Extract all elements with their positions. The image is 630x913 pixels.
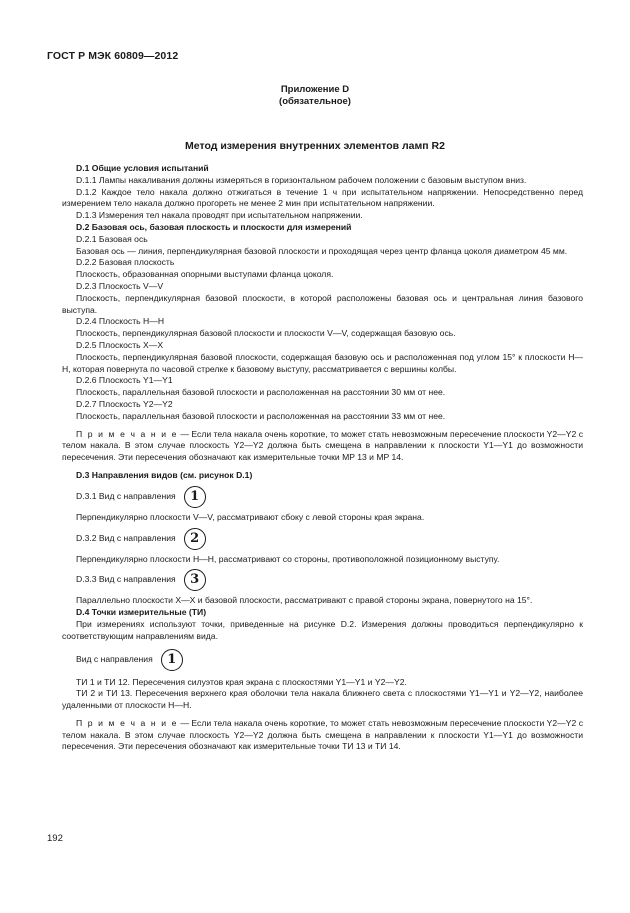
page-number: 192 xyxy=(47,833,63,844)
subsection-d2-4-text: Плоскость, перпендикулярная базовой плоскости и плоскости V—V, содержащая базовую ось. xyxy=(76,328,456,339)
note-text: — Если тела накала очень короткие, то может стать невозможным пересечение плоскости Y2—Y2 с телом накала. В этом случае плоскость Y2—Y2 должна быть смещена в направлении к плоскости Y1—Y1 до возможности пересечения. Эти пересечения обозначают как измерительные точки ТИ 13 и ТИ 14. xyxy=(62,717,583,752)
circled-number-2: 2 xyxy=(184,528,206,550)
view-direction-2-text: Перпендикулярно плоскости H—H, рассматривают со стороны, противоположной позиционному выступу. xyxy=(76,553,500,564)
note-label: П р и м е ч а н и е xyxy=(76,717,179,728)
document-body xyxy=(62,163,583,753)
appendix-title: Приложение D xyxy=(280,84,350,95)
subsection-d2-5-heading: D.2.5 Плоскость X—X xyxy=(76,339,164,350)
subsection-d2-7-heading: D.2.7 Плоскость Y2—Y2 xyxy=(76,398,173,409)
circled-number-1: 1 xyxy=(161,649,183,671)
view-direction-label: D.3.2 Вид с направления xyxy=(76,532,176,543)
paragraph-d4-1: При измерениях используют точки, приведенные на рисунке D.2. Измерения должны проводиться перпендикулярно к соответствующим направлениям вида. xyxy=(62,618,583,641)
measurement-point-2-13: ТИ 2 и ТИ 13. Пересечения верхнего края оболочки тела накала ближнего света с плоскостями Y1—Y1 и Y2—Y2, наиболее удаленными от плоскости H—H. xyxy=(62,688,583,711)
view-direction-2-row xyxy=(62,524,583,554)
note-d4 xyxy=(62,718,583,753)
view-direction-label: D.3.1 Вид с направления xyxy=(76,490,176,501)
subsection-d2-4-heading: D.2.4 Плоскость H—H xyxy=(76,316,165,327)
note-text: — Если тела накала очень короткие, то может стать невозможным пересечение плоскости Y2—Y2 с телом накала. В этом случае плоскость Y2—Y2 должна быть смещена в направлении к плоскости Y1—Y1 до возможности пересечения. Эти пересечения обозначают как измерительные точки MP 13 и MP 14. xyxy=(62,428,583,463)
section-d4-heading: D.4 Точки измерительные (ТИ) xyxy=(76,607,207,618)
subsection-d2-3-heading: D.2.3 Плоскость V—V xyxy=(76,280,164,291)
subsection-d2-6-heading: D.2.6 Плоскость Y1—Y1 xyxy=(76,375,173,386)
view-direction-row xyxy=(62,643,583,677)
paragraph-d1-1: D.1.1 Лампы накаливания должны измеряться в горизонтальном рабочем положении с базовым выступом вниз. xyxy=(76,174,527,185)
view-direction-3-text: Параллельно плоскости X—X и базовой плоскости, рассматривают с правой стороны экрана, повернутого на 15°. xyxy=(76,595,533,606)
view-direction-label: D.3.3 Вид с направления xyxy=(76,574,176,585)
section-d3-heading: D.3 Направления видов (см. рисунок D.1) xyxy=(76,469,253,480)
note-label: П р и м е ч а н и е xyxy=(76,428,179,439)
subsection-d2-2-heading: D.2.2 Базовая плоскость xyxy=(76,257,175,268)
circled-number-3: 3 xyxy=(184,569,206,591)
appendix-subtitle: (обязательное) xyxy=(279,96,351,107)
circled-number-1: 1 xyxy=(184,486,206,508)
paragraph-d1-3: D.1.3 Измерения тел накала проводят при испытательном напряжении. xyxy=(76,210,363,221)
note-d2 xyxy=(62,429,583,464)
section-d1-heading: D.1 Общие условия испытаний xyxy=(76,163,209,173)
subsection-d2-5-text: Плоскость, перпендикулярная базовой плоскости, содержащая базовую ось и расположенная под углом 15° к плоскости H—H, которая повернута по часовой стрелке к базовому выступу, рассматривается с вершины колбы. xyxy=(62,351,583,374)
main-title: Метод измерения внутренних элементов ламп R2 xyxy=(185,140,445,152)
paragraph-d1-2: D.1.2 Каждое тело накала должно отжигаться в течение 1 ч при испытательном напряжении. Непосредственно перед измерением тело накала должно прогореть не менее 2 мин при испытательном напряжении. xyxy=(62,186,583,209)
measurement-point-1-12: ТИ 1 и ТИ 12. Пересечения силуэтов края экрана с плоскостями Y1—Y1 и Y2—Y2. xyxy=(76,676,407,687)
subsection-d2-7-text: Плоскость, параллельная базовой плоскости и расположенная на расстоянии 33 мм от нее. xyxy=(76,410,446,421)
view-direction-label: Вид с направления xyxy=(76,653,153,664)
subsection-d2-3-text: Плоскость, перпендикулярная базовой плоскости, в которой расположены базовая ось и центральная линия базового выступа. xyxy=(62,292,583,315)
view-direction-1-row xyxy=(62,482,583,512)
view-direction-3-row xyxy=(62,565,583,595)
standard-header: ГОСТ Р МЭК 60809—2012 xyxy=(47,50,179,62)
view-direction-1-text: Перпендикулярно плоскости V—V, рассматривают сбоку с левой стороны края экрана. xyxy=(76,511,425,522)
subsection-d2-2-text: Плоскость, образованная опорными выступами фланца цоколя. xyxy=(76,269,334,280)
subsection-d2-6-text: Плоскость, параллельная базовой плоскости и расположенная на расстоянии 30 мм от нее. xyxy=(76,387,446,398)
subsection-d2-1-text: Базовая ось — линия, перпендикулярная базовой плоскости и проходящая через центр фланца цоколя диаметром 45 мм. xyxy=(76,245,568,256)
section-d2-heading: D.2 Базовая ось, базовая плоскость и плоскости для измерений xyxy=(76,221,352,232)
subsection-d2-1-heading: D.2.1 Базовая ось xyxy=(76,233,148,244)
